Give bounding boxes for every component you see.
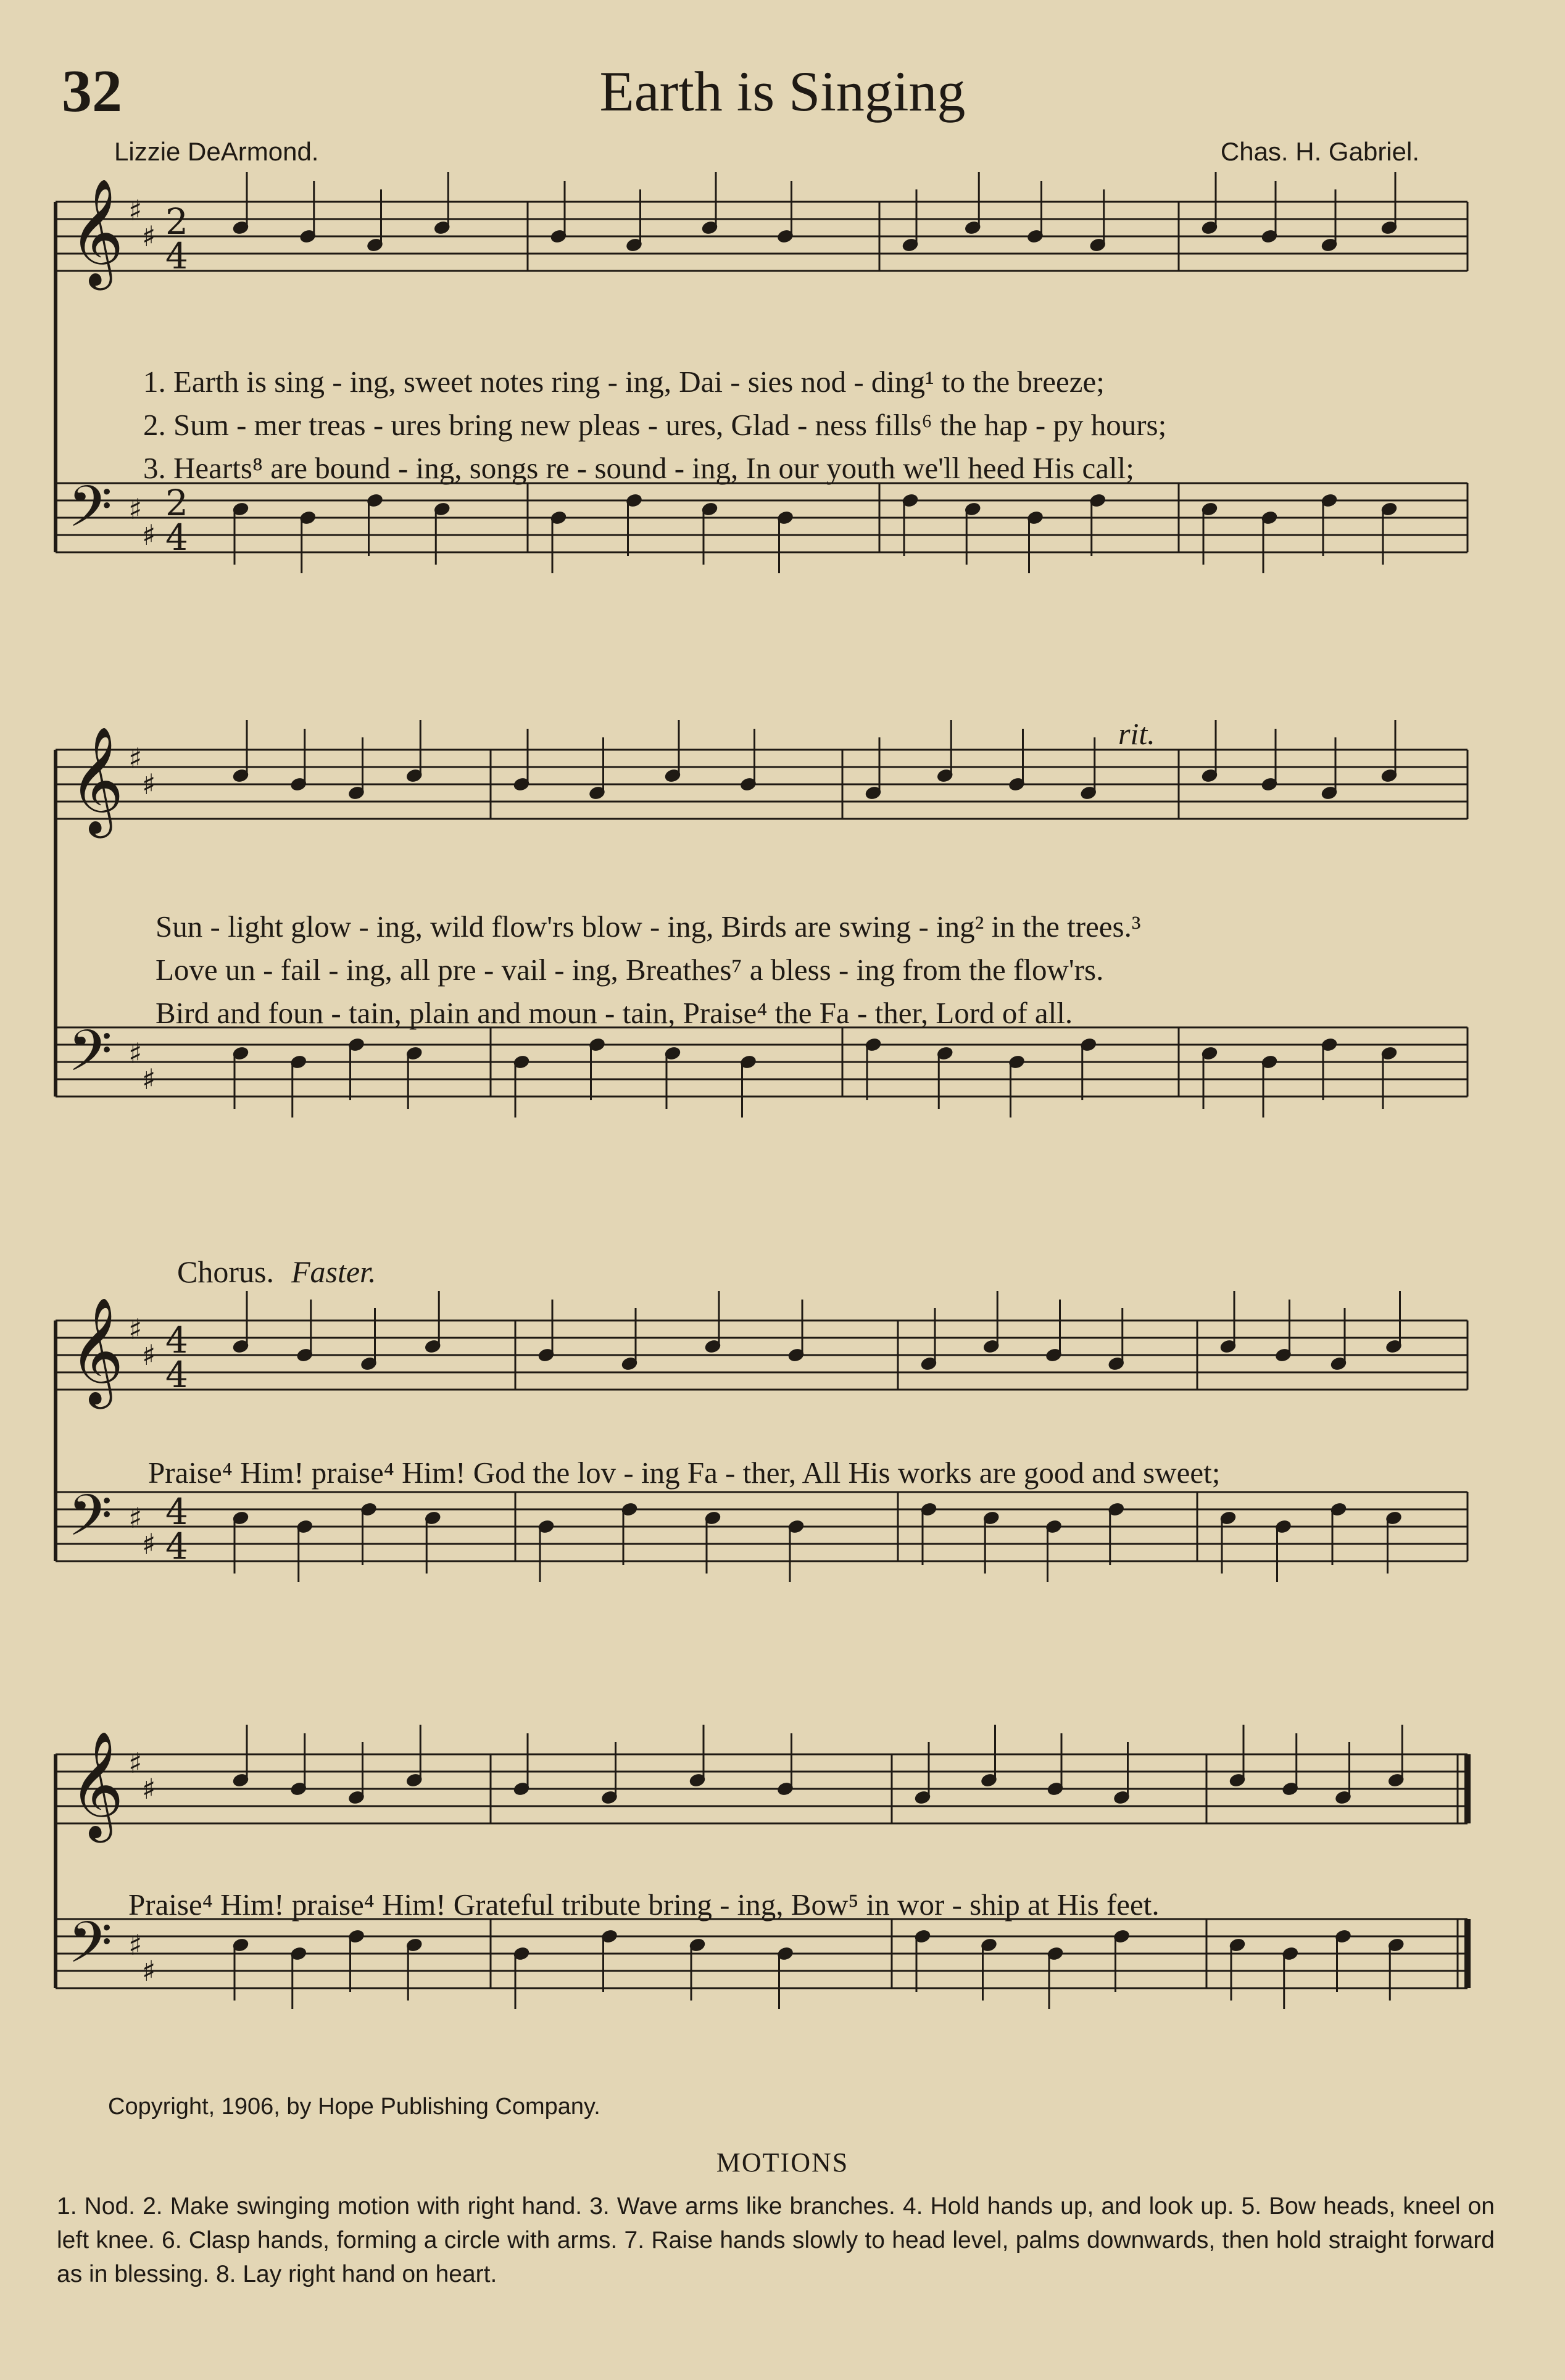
time-signature-top: 4 xyxy=(165,1319,188,1361)
bass-clef-icon: 𝄢 xyxy=(68,1483,113,1563)
verse-2-line-1: 2. Sum - mer treas - ures bring new pleas - ures, Glad - ness fills⁶ the hap - py hours; xyxy=(143,408,1167,442)
time-signature-top: 2 xyxy=(165,201,188,243)
chorus-word: Chorus. xyxy=(177,1254,274,1289)
sharp-icon: ♯ xyxy=(142,518,156,552)
verse-1-line-1: 1. Earth is sing - ing, sweet notes ring - ing, Dai - sies nod - ding¹ to the breeze; xyxy=(143,365,1105,399)
music-marks xyxy=(68,172,1404,2009)
treble-clef-icon: 𝄞 xyxy=(69,1731,124,1838)
verse-3-line-2: Bird and foun - tain, plain and moun - tain, Praise⁴ the Fa - ther, Lord of all. xyxy=(156,996,1073,1030)
time-signature-bottom: 4 xyxy=(165,235,188,277)
treble-clef-icon: 𝄞 xyxy=(69,1297,124,1404)
tempo-marking: Faster. xyxy=(291,1254,376,1289)
time-signature-bottom: 4 xyxy=(165,1525,188,1567)
sharp-icon: ♯ xyxy=(142,768,156,801)
sharp-icon: ♯ xyxy=(142,220,156,253)
sharp-icon: ♯ xyxy=(142,1338,156,1372)
time-signature-top: 4 xyxy=(165,1491,188,1533)
hymn-number: 32 xyxy=(62,58,122,125)
sharp-icon: ♯ xyxy=(142,1954,156,1988)
time-signature-top: 2 xyxy=(165,482,188,524)
bass-clef-icon: 𝄢 xyxy=(68,1910,113,1990)
sharp-icon: ♯ xyxy=(128,492,143,526)
time-signature-bottom: 4 xyxy=(165,516,188,558)
motions-heading: MOTIONS xyxy=(716,2147,849,2178)
copyright-notice: Copyright, 1906, by Hope Publishing Company. xyxy=(108,2094,600,2120)
sharp-icon: ♯ xyxy=(142,1527,156,1561)
sharp-icon: ♯ xyxy=(128,1928,143,1962)
treble-clef-icon: 𝄞 xyxy=(69,178,124,286)
sharp-icon: ♯ xyxy=(128,1746,143,1780)
chorus-line-1: Praise⁴ Him! praise⁴ Him! God the lov - ing Fa - ther, All His works are good and sweet; xyxy=(148,1456,1221,1490)
time-signature-bottom: 4 xyxy=(165,1354,188,1396)
chorus-label xyxy=(177,1254,376,1290)
sharp-icon: ♯ xyxy=(142,1772,156,1806)
sharp-icon: ♯ xyxy=(128,742,143,775)
sharp-icon: ♯ xyxy=(128,194,143,227)
sharp-icon: ♯ xyxy=(128,1312,143,1346)
motions-instructions: 1. Nod. 2. Make swinging motion with right hand. 3. Wave arms like branches. 4. Hold hands up, and look up. 5. Bow heads, kneel on left knee. 6. Clasp hands, forming a circle with arms. 7. Raise hands slowly to head level, palms downwards, then hold straight forward as in blessing. 8. Lay right hand on heart. xyxy=(57,2193,1495,2287)
sharp-icon: ♯ xyxy=(128,1037,143,1070)
chorus-line-2: Praise⁴ Him! praise⁴ Him! Grateful tribute bring - ing, Bow⁵ in wor - ship at His feet. xyxy=(128,1888,1160,1922)
verse-3-line-1: 3. Hearts⁸ are bound - ing, songs re - sound - ing, In our youth we'll heed His call; xyxy=(143,451,1134,485)
bass-clef-icon: 𝄢 xyxy=(68,474,113,554)
verse-1-line-2: Sun - light glow - ing, wild flow'rs blow - ing, Birds are swing - ing² in the trees.³ xyxy=(156,910,1141,943)
bass-clef-icon: 𝄢 xyxy=(68,1018,113,1098)
sharp-icon: ♯ xyxy=(128,1501,143,1535)
verse-2-line-2: Love un - fail - ing, all pre - vail - ing, Breathes⁷ a bless - ing from the flow'rs. xyxy=(156,953,1104,987)
rit-marking: rit. xyxy=(1118,716,1155,751)
hymn-title: Earth is Singing xyxy=(599,60,966,123)
sharp-icon: ♯ xyxy=(142,1063,156,1096)
author-credit: Lizzie DeArmond. xyxy=(114,137,319,166)
composer-credit: Chas. H. Gabriel. xyxy=(1220,137,1419,166)
treble-clef-icon: 𝄞 xyxy=(69,726,124,834)
